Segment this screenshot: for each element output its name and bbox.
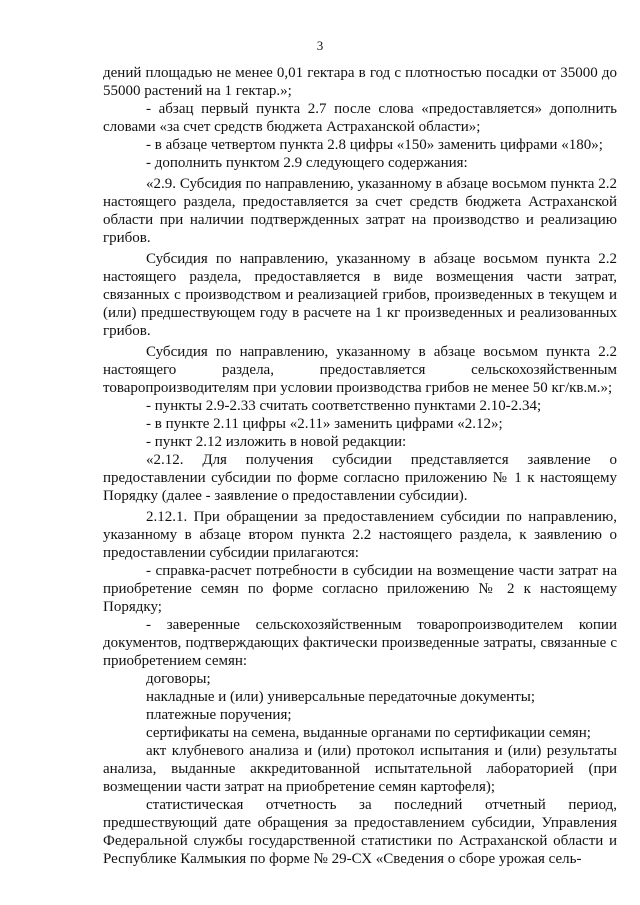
paragraph: акт клубневого анализа и (или) протокол испытания и (или) результаты анализа, выданные аккредитованной испытательной лабораторией (при возмещении части затрат на приобретение семян картофеля); [103,743,617,795]
paragraph: - в абзаце четвертом пункта 2.8 цифры «150» заменить цифрами «180»; [146,137,603,153]
paragraph: дений площадью не менее 0,01 гектара в год с плотностью посадки от 35000 до 55000 растений на 1 гектар.»; [103,65,617,99]
paragraph: «2.12. Для получения субсидии представляется заявление о предоставлении субсидии по форме согласно приложению № 1 к настоящему Порядку (далее - заявление о предоставлении субсидии). [103,452,617,504]
paragraph: - абзац первый пункта 2.7 после слова «предоставляется» дополнить словами «за счет средств бюджета Астраханской области»; [103,101,617,135]
paragraph: - пункт 2.12 изложить в новой редакции: [146,434,407,450]
paragraph: - в пункте 2.11 цифры «2.11» заменить цифрами «2.12»; [146,416,503,432]
paragraph: «2.9. Субсидия по направлению, указанному в абзаце восьмом пункта 2.2 настоящего раздела, предоставляется за счет средств бюджета Астраханской области при наличии подтвержденных затрат на производство и реализацию грибов. [103,176,617,246]
paragraph: - заверенные сельскохозяйственным товаропроизводителем копии документов, подтверждающих фактически произведенные затраты, связанные с приобретением семян: [103,617,617,669]
paragraph: сертификаты на семена, выданные органами по сертификации семян; [146,725,591,741]
paragraph: статистическая отчетность за последний отчетный период, предшествующий дате обращения за предоставлением субсидии, Управления Федеральной службы государственной статистики по Астраханской области и Республике Калмыкия по форме № 29-СХ «Сведения о сборе урожая сель- [103,797,617,867]
document-body [103,64,617,868]
paragraph: Субсидия по направлению, указанному в абзаце восьмом пункта 2.2 настоящего раздела, предоставляется в виде возмещения части затрат, связанных с производством и реализацией грибов, произведенных в текущем и (или) предшествующем году в расчете на 1 кг произведенных и реализованных грибов. [103,251,617,339]
paragraph: - дополнить пунктом 2.9 следующего содержания: [146,155,468,171]
paragraph: - пункты 2.9-2.33 считать соответственно пунктами 2.10-2.34; [146,398,542,414]
paragraph: - справка-расчет потребности в субсидии на возмещение части затрат на приобретение семян по форме согласно приложению № 2 к настоящему Порядку; [103,563,617,615]
paragraph: Субсидия по направлению, указанному в абзаце восьмом пункта 2.2 настоящего раздела, предоставляется сельскохозяйственным товаропроизводителям при условии производства грибов не менее 50 кг/кв.м.»; [103,344,617,396]
paragraph: накладные и (или) универсальные передаточные документы; [146,689,536,705]
paragraph: платежные поручения; [146,707,292,723]
page-number: 3 [316,38,324,53]
paragraph: договоры; [146,671,211,687]
paragraph: 2.12.1. При обращении за предоставлением субсидии по направлению, указанному в абзаце втором пункта 2.2 настоящего раздела, к заявлению о предоставлении субсидии прилагаются: [103,509,617,561]
